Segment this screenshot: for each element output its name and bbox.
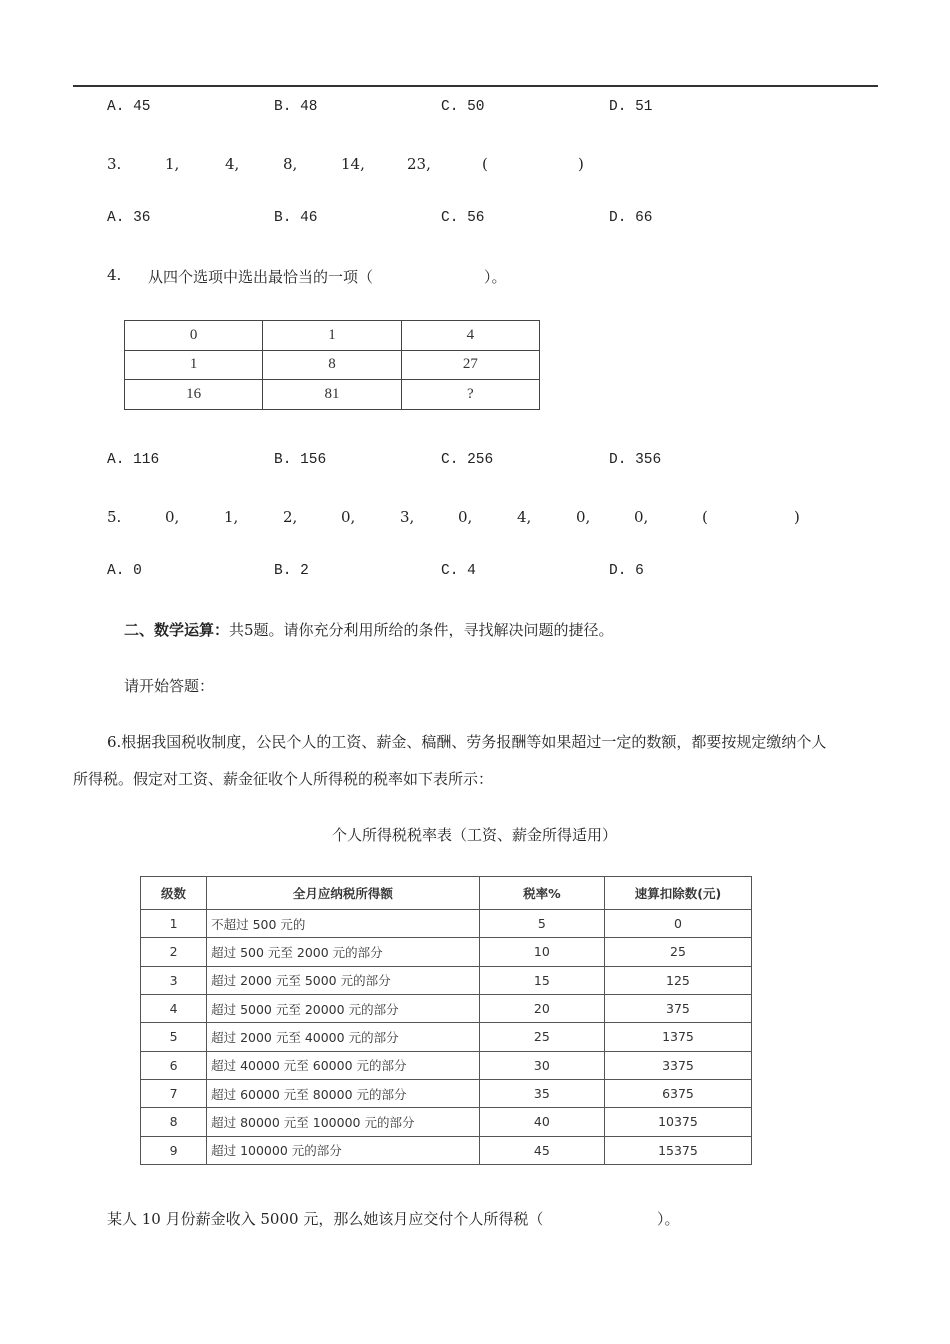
level-cell: 1 [141, 910, 207, 938]
option-c: C. 256 [441, 452, 494, 468]
q6-line-1: 6.根据我国税收制度，公民个人的工资、薪金、稿酬、劳务报酬等如果超过一定的数额，都要按规定缴纳个人 [107, 733, 827, 751]
rate-cell: 40 [479, 1108, 604, 1136]
option-b: B. 46 [274, 210, 318, 226]
q6-line-2: 所得税。假定对工资、薪金征收个人所得税的税率如下表所示： [73, 770, 494, 788]
tax-rate-table [140, 876, 752, 1165]
q4-stem [107, 266, 121, 284]
option-d: D. 66 [609, 210, 653, 226]
section-heading [124, 619, 614, 640]
option-b: B. 48 [274, 99, 318, 115]
table-row [141, 938, 752, 966]
income-range-cell: 超过 40000 元至 60000 元的部分 [207, 1051, 480, 1079]
deduction-cell: 3375 [604, 1051, 751, 1079]
option-a: A. 45 [107, 99, 151, 115]
level-cell: 2 [141, 938, 207, 966]
deduction-cell: 125 [604, 966, 751, 994]
rate-cell: 20 [479, 994, 604, 1022]
rate-cell: 5 [479, 910, 604, 938]
option-d: D. 356 [609, 452, 662, 468]
grid-cell: 1 [263, 321, 401, 351]
blank-open: ( [702, 508, 708, 526]
column-header: 速算扣除数(元) [604, 877, 751, 910]
sequence-term: 4, [517, 508, 532, 526]
table-row [141, 1136, 752, 1164]
sequence-term: 8, [283, 155, 298, 173]
blank-close: ) [794, 508, 800, 526]
header-rule [73, 85, 878, 87]
deduction-cell: 1375 [604, 1023, 751, 1051]
column-header: 全月应纳税所得额 [207, 877, 480, 910]
start-instruction: 请开始答题： [124, 677, 215, 695]
income-range-cell: 超过 80000 元至 100000 元的部分 [207, 1108, 480, 1136]
option-d: D. 51 [609, 99, 653, 115]
rate-cell: 45 [479, 1136, 604, 1164]
income-range-cell: 超过 2000 元至 5000 元的部分 [207, 966, 480, 994]
rate-cell: 25 [479, 1023, 604, 1051]
blank-close: ) [578, 155, 584, 173]
income-range-cell: 超过 5000 元至 20000 元的部分 [207, 994, 480, 1022]
income-range-cell: 超过 2000 元至 40000 元的部分 [207, 1023, 480, 1051]
option-d: D. 6 [609, 563, 644, 579]
table-row [141, 994, 752, 1022]
level-cell: 4 [141, 994, 207, 1022]
section-description: 共5题。请你充分利用所给的条件，寻找解决问题的捷径。 [229, 621, 614, 639]
option-a: A. 116 [107, 452, 160, 468]
sequence-term: 0, [341, 508, 356, 526]
question-number: 4. [107, 266, 122, 284]
q6-question [107, 1208, 543, 1229]
rate-cell: 10 [479, 938, 604, 966]
grid-cell: 8 [263, 350, 401, 380]
sequence-term: 4, [225, 155, 240, 173]
deduction-cell: 10375 [604, 1108, 751, 1136]
sequence-term: 14, [341, 155, 365, 173]
grid-cell: 4 [401, 321, 539, 351]
level-cell: 8 [141, 1108, 207, 1136]
option-b: B. 156 [274, 452, 327, 468]
deduction-cell: 375 [604, 994, 751, 1022]
sequence-term: 1, [165, 155, 180, 173]
question-number: 3. [107, 155, 122, 173]
deduction-cell: 25 [604, 938, 751, 966]
rate-cell: 15 [479, 966, 604, 994]
question-text: 某人 10 月份薪金收入 5000 元，那么她该月应交付个人所得税（ [107, 1210, 544, 1228]
level-cell: 6 [141, 1051, 207, 1079]
sequence-term: 0, [576, 508, 591, 526]
level-cell: 9 [141, 1136, 207, 1164]
income-range-cell: 超过 60000 元至 80000 元的部分 [207, 1079, 480, 1107]
level-cell: 7 [141, 1079, 207, 1107]
option-b: B. 2 [274, 563, 309, 579]
question-text: 从四个选项中选出最恰当的一项（ [148, 268, 374, 286]
q4-text [148, 266, 373, 287]
deduction-cell: 0 [604, 910, 751, 938]
table-row [141, 966, 752, 994]
table-caption: 个人所得税税率表（工资、薪金所得适用） [332, 826, 618, 844]
blank-close: ）。 [657, 1210, 680, 1228]
sequence-term: 23, [407, 155, 431, 173]
deduction-cell: 6375 [604, 1079, 751, 1107]
option-c: C. 56 [441, 210, 485, 226]
column-header: 税率% [479, 877, 604, 910]
grid-cell: 81 [263, 380, 401, 410]
level-cell: 5 [141, 1023, 207, 1051]
sequence-term: 0, [165, 508, 180, 526]
column-header: 级数 [141, 877, 207, 910]
option-a: A. 0 [107, 563, 142, 579]
rate-cell: 30 [479, 1051, 604, 1079]
grid-cell: ? [401, 380, 539, 410]
sequence-term: 1, [224, 508, 239, 526]
income-range-cell: 不超过 500 元的 [207, 910, 480, 938]
number-grid [124, 320, 540, 410]
option-c: C. 4 [441, 563, 476, 579]
option-a: A. 36 [107, 210, 151, 226]
question-number: 5. [107, 508, 122, 526]
table-row [141, 910, 752, 938]
income-range-cell: 超过 100000 元的部分 [207, 1136, 480, 1164]
level-cell: 3 [141, 966, 207, 994]
grid-cell: 27 [401, 350, 539, 380]
q3-sequence [0, 155, 950, 177]
q5-sequence [0, 508, 950, 530]
sequence-term: 0, [458, 508, 473, 526]
rate-cell: 35 [479, 1079, 604, 1107]
sequence-term: 3, [400, 508, 415, 526]
grid-cell: 16 [125, 380, 263, 410]
option-c: C. 50 [441, 99, 485, 115]
sequence-term: 0, [634, 508, 649, 526]
grid-cell: 0 [125, 321, 263, 351]
section-title: 二、数学运算： [124, 621, 230, 639]
grid-cell: 1 [125, 350, 263, 380]
table-row [141, 1108, 752, 1136]
table-row [141, 1079, 752, 1107]
table-row [141, 1023, 752, 1051]
blank-close: ）。 [484, 268, 507, 286]
income-range-cell: 超过 500 元至 2000 元的部分 [207, 938, 480, 966]
deduction-cell: 15375 [604, 1136, 751, 1164]
blank-open: ( [482, 155, 488, 173]
table-row [141, 1051, 752, 1079]
table-header-row [141, 877, 752, 910]
sequence-term: 2, [283, 508, 298, 526]
